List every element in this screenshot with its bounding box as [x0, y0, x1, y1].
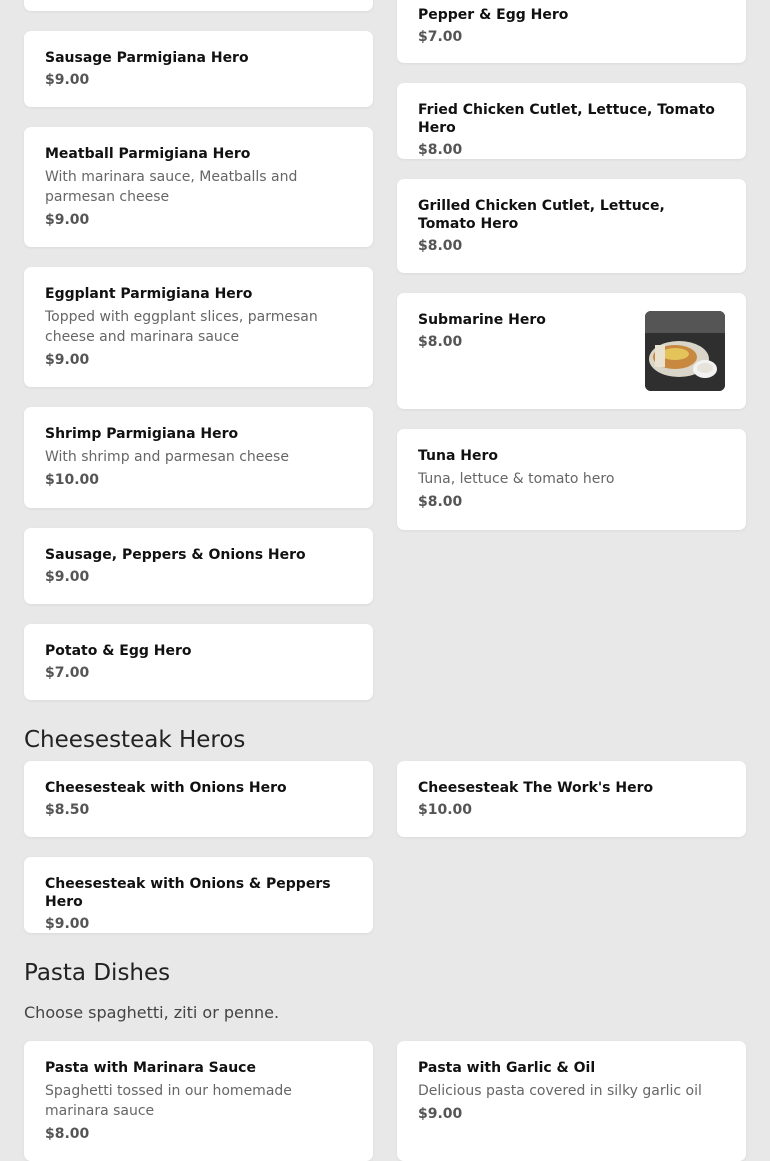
item-name: Grilled Chicken Cutlet, Lettuce, Tomato Hero [418, 198, 665, 232]
item-price: $9.00 [45, 72, 90, 88]
menu-item-card[interactable] [397, 293, 746, 409]
menu-item-card-partial[interactable] [24, 0, 373, 11]
item-price: $9.00 [45, 352, 90, 368]
item-description: With shrimp and parmesan cheese [45, 449, 289, 465]
section-title-pasta: Pasta Dishes [24, 960, 171, 986]
menu-item-card[interactable] [397, 1041, 746, 1161]
item-price: $9.00 [45, 212, 90, 228]
item-description: Spaghetti tossed in our homemade marinara sauce [45, 1083, 292, 1119]
item-name: Potato & Egg Hero [45, 643, 192, 659]
item-name: Sausage Parmigiana Hero [45, 50, 249, 66]
item-name: Fried Chicken Cutlet, Lettuce, Tomato Hero [418, 102, 715, 136]
menu-item-card[interactable] [397, 429, 746, 530]
item-price: $8.00 [45, 1126, 90, 1142]
item-name: Meatball Parmigiana Hero [45, 146, 251, 162]
section-title-cheesesteak: Cheesesteak Heros [24, 727, 246, 753]
item-description: Tuna, lettuce & tomato hero [418, 471, 615, 487]
item-name: Pepper & Egg Hero [418, 7, 569, 23]
item-price: $8.00 [418, 494, 463, 510]
item-price: $9.00 [45, 916, 90, 932]
item-name: Pasta with Garlic & Oil [418, 1060, 596, 1076]
item-price: $8.00 [418, 142, 463, 158]
item-price: $10.00 [418, 802, 473, 818]
menu-item-card[interactable] [24, 31, 373, 107]
section-description: Choose spaghetti, ziti or penne. [24, 1003, 280, 1022]
menu-item-card[interactable] [24, 407, 373, 508]
item-price: $8.50 [45, 802, 90, 818]
menu-item-card[interactable] [24, 267, 373, 387]
menu-item-card[interactable] [397, 0, 746, 63]
item-name: Cheesesteak with Onions Hero [45, 780, 287, 796]
submarine-hero-photo-icon [645, 311, 725, 391]
item-price: $7.00 [418, 29, 463, 45]
item-name: Cheesesteak with Onions & Peppers Hero [45, 876, 331, 910]
item-name: Cheesesteak The Work's Hero [418, 780, 654, 796]
item-description: With marinara sauce, Meatballs and parmesan cheese [45, 169, 298, 205]
item-price: $8.00 [418, 334, 463, 350]
menu-item-card[interactable] [24, 761, 373, 837]
menu-item-card[interactable] [24, 528, 373, 604]
item-name: Eggplant Parmigiana Hero [45, 286, 253, 302]
item-price: $7.00 [45, 665, 90, 681]
menu-item-card[interactable] [24, 857, 373, 933]
item-description: Delicious pasta covered in silky garlic oil [418, 1083, 702, 1099]
item-price: $9.00 [418, 1106, 463, 1122]
menu-item-card[interactable] [24, 1041, 373, 1161]
item-name: Shrimp Parmigiana Hero [45, 426, 239, 442]
item-name: Pasta with Marinara Sauce [45, 1060, 256, 1076]
menu-item-card[interactable] [24, 624, 373, 700]
item-price: $8.00 [418, 238, 463, 254]
item-price: $9.00 [45, 569, 90, 585]
item-price: $10.00 [45, 472, 100, 488]
item-name: Tuna Hero [418, 448, 499, 464]
menu-item-card[interactable] [397, 179, 746, 273]
item-name: Sausage, Peppers & Onions Hero [45, 547, 306, 563]
item-name: Submarine Hero [418, 312, 546, 328]
menu-item-card[interactable] [397, 83, 746, 159]
item-photo[interactable] [645, 311, 725, 391]
item-description: Topped with eggplant slices, parmesan cheese and marinara sauce [45, 309, 318, 345]
menu-item-card[interactable] [24, 127, 373, 247]
menu-item-card[interactable] [397, 761, 746, 837]
